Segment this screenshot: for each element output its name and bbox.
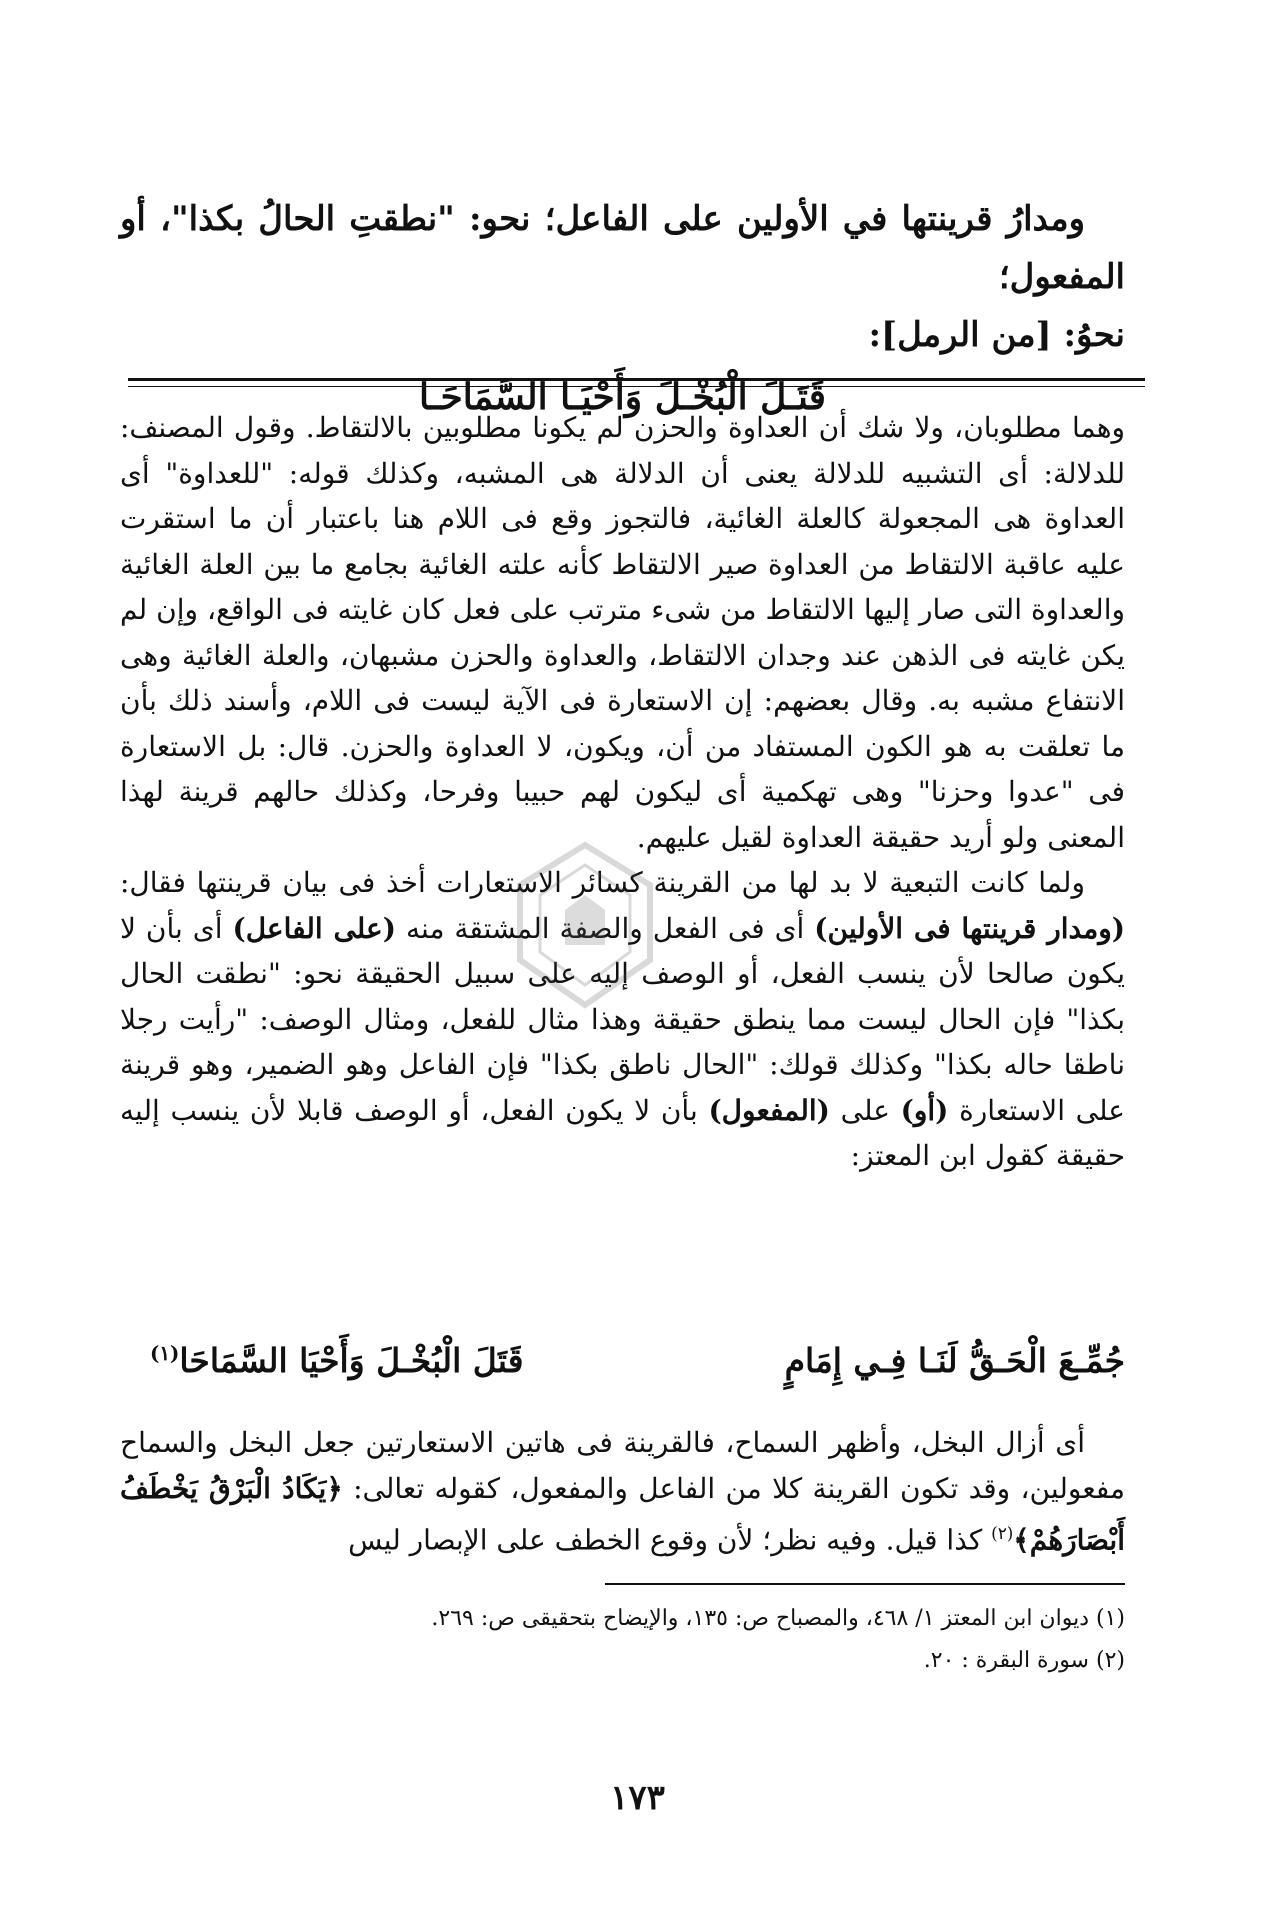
quoted-matn: (على الفاعل) (232, 911, 397, 945)
library-seal-watermark (510, 840, 660, 1010)
page-number: ١٧٣ (610, 1778, 665, 1818)
commentary-text: أى فى الفعل والصفة المشتقة منه (405, 911, 805, 945)
main-text-block (120, 190, 1125, 426)
footnote-marker: (٢) (991, 1523, 1014, 1543)
footnote-marker: (١) (150, 1340, 180, 1365)
footnote-1: (١) ديوان ابن المعتز ١/ ٤٦٨، والمصباح ص: ١٣٥، والإيضاح بتحقيقى ص: ٢٦٩. (431, 1606, 1125, 1631)
matn-line-2: نحوُ: [من الرمل]: (868, 315, 1125, 355)
quran-quote: ﴿يَكَادُ الْبَرْقُ يَخْطَفُ أَبْصَارَهُمْ﴾ (120, 1471, 1125, 1557)
matn-verse: قَتَـلَ الْبُخْـلَ وَأَحْيَـا السَّمَاحَـا (418, 376, 827, 418)
verse-second-hemistich (150, 1341, 523, 1380)
commentary-text: ولما كانت التبعية لا بد لها من القرينة كسائر الاستعارات أخذ فى بيان قرينتها فقال: (120, 866, 1085, 899)
footnote-divider (605, 1583, 1125, 1585)
section-divider (128, 378, 1145, 387)
commentary-text: بأن لا يكون الفعل، أو الوصف قابلا لأن ينسب إليه حقيقة كقول ابن المعتز: (120, 1093, 1125, 1172)
commentary-paragraph-1: وهما مطلوبان، ولا شك أن العداوة والحزن لم يكونا مطلوبين بالالتقاط. وقول المصنف: للدلالة: أى التشبيه للدلالة يعنى أن الدلالة هى المشبه، وكذلك قوله: "للعداوة" أى العداوة هى المجعولة كالعلة الغائية، فالتجوز وقع فى اللام هنا باعتبار أن ما استقرت عليه عاقبة الالتقاط من العداوة صير الالتقاط كأنه علته الغائية بجامع ما بين العلة الغائية والعداوة التى صار إليها الالتقاط من شىء مترتب على فعل كان غايته فى الواقع، وإن لم يكن غايته فى الذهن عند وجدان الالتقاط، والعداوة والحزن مشبهان، والعلة الغائية وهى الانتفاع مشبه به. وقال بعضهم: إن الاستعارة فى الآية ليست فى اللام، وأسند ذلك بأن ما تعلقت به هو الكون المستفاد من أن، ويكون، لا العداوة والحزن. قال: بل الاستعارة فى "عدوا وحزنا" وهى تهكمية أى ليكون لهم حبيبا وفرحا، وكذلك حالهم قرينة لهذا المعنى ولو أريد حقيقة العداوة لقيل عليهم. (120, 411, 1125, 854)
matn-line-1: ومدارُ قرينتها في الأولين على الفاعل؛ نحو: "نطقتِ الحالُ بكذا"، أو المفعول؛ (120, 199, 1125, 297)
verse-text: قَتَلَ الْبُخْـلَ وَأَحْيَا السَّمَاحَا (179, 1340, 524, 1380)
commentary-text: أى بأن لا يكون صالحا لأن ينسب الفعل، أو الوصف إليه على سبيل الحقيقة نحو: "نطقت الحال بكذا" فإن الحال ليست مما ينطق حقيقة وهذا مثال للفعل، ومثال الوصف: "رأيت رجلا ناطقا حاله بكذا" وكذلك قولك: "الحال ناطق بكذا" فإن الفاعل وهو الضمير، وهو قرينة على الاستعارة (120, 911, 1125, 1127)
commentary-text: أى أزال البخل، وأظهر السماح، فالقرينة فى هاتين الاستعارتين جعل البخل والسماح مفعولين، وقد تكون القرينة كلا من الفاعل والمفعول، كقوله تعالى: (120, 1426, 1125, 1505)
commentary-text: على (840, 1093, 890, 1127)
footnote-2: (٢) سورة البقرة : ٢٠. (923, 1648, 1125, 1673)
commentary-block (120, 405, 1125, 1179)
quoted-matn: (المفعول) (708, 1093, 830, 1127)
quoted-matn: (أو) (900, 1093, 949, 1127)
footnotes (120, 1598, 1125, 1682)
commentary-text: كذا قيل. وفيه نظر؛ لأن وقوع الخطف على الإبصار ليس (348, 1523, 983, 1557)
commentary-continued (120, 1420, 1125, 1563)
commentary-paragraph-3 (120, 1420, 1125, 1563)
verse-first-hemistich: جُمِّـعَ الْحَـقُّ لَنَـا فِـي إِمَامٍ (784, 1340, 1125, 1380)
poetry-verse (150, 1330, 1125, 1390)
quoted-matn: (ومدار قرينتها فى الأولين) (814, 911, 1125, 945)
